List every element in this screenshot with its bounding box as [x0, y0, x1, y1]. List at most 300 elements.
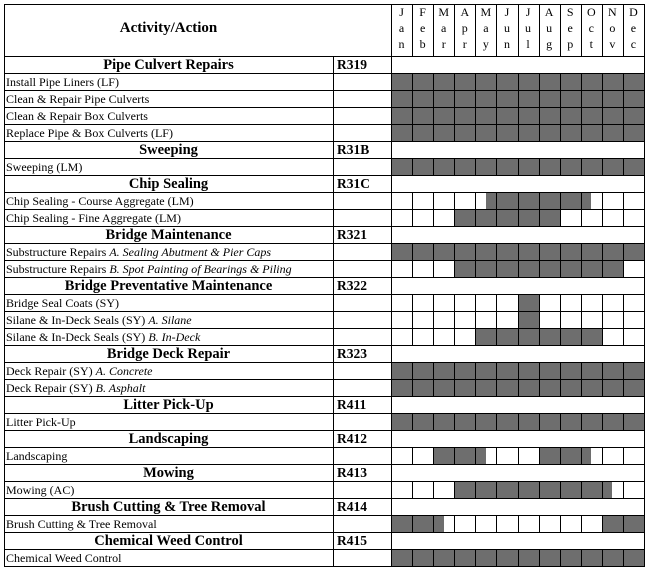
activity-label-text: Chip Sealing - Course Aggregate (LM): [6, 194, 194, 208]
section-code: R31B: [337, 142, 370, 157]
grid-line-v: [433, 243, 434, 260]
grid-line-v: [454, 90, 455, 107]
month-header-letter: p: [567, 37, 574, 51]
grid-line-v: [475, 73, 476, 90]
activity-row-label: [6, 381, 145, 396]
month-header-letter: g: [546, 37, 553, 51]
grid-line-v: [623, 260, 624, 277]
grid-line-v: [623, 379, 624, 396]
month-header-letter: p: [461, 21, 468, 35]
grid-line-v: [496, 107, 497, 124]
grid-line-v: [475, 124, 476, 141]
month-header-letter: N: [608, 5, 617, 19]
grid-line-v: [539, 515, 540, 532]
grid-line-v: [496, 243, 497, 260]
activity-label-subtext: A. Concrete: [95, 364, 153, 378]
grid-line-v: [581, 413, 582, 430]
activity-label-text: Chemical Weed Control: [6, 551, 122, 565]
activity-row-label: [6, 245, 271, 260]
grid-line-v: [539, 158, 540, 175]
grid-line-v: [560, 311, 561, 328]
grid-line-v: [560, 192, 561, 209]
grid-line-v: [475, 260, 476, 277]
month-header-letter: a: [398, 21, 405, 35]
grid-line-v: [496, 209, 497, 226]
grid-line-v: [475, 328, 476, 345]
grid-line-v: [602, 192, 603, 209]
grid-line-v: [560, 549, 561, 566]
activity-label-text: Clean & Repair Box Culverts: [6, 109, 148, 123]
grid-line-v: [560, 124, 561, 141]
grid-line-v: [475, 90, 476, 107]
section-title: Sweeping: [139, 142, 198, 158]
grid-line-v: [539, 362, 540, 379]
grid-line-v: [496, 192, 497, 209]
grid-line-v: [475, 294, 476, 311]
grid-line-v: [581, 209, 582, 226]
section-code: R414: [337, 499, 367, 514]
grid-line-v: [433, 73, 434, 90]
activity-label-text: Silane & In-Deck Seals (SY): [6, 330, 149, 344]
month-header-letter: J: [525, 5, 531, 19]
grid-line-v: [412, 447, 413, 464]
grid-line-v: [602, 379, 603, 396]
grid-line-v: [560, 90, 561, 107]
grid-line-v: [496, 124, 497, 141]
activity-label-text: Sweeping (LM): [6, 160, 83, 174]
grid-line-v: [602, 158, 603, 175]
activity-row-label: [6, 160, 82, 175]
month-header-letter: S: [566, 5, 574, 19]
grid-line-v: [560, 107, 561, 124]
grid-line-v: [518, 107, 519, 124]
grid-line-v: [560, 413, 561, 430]
grid-line-v: [518, 294, 519, 311]
grid-line-v: [581, 107, 582, 124]
grid-line-v: [475, 413, 476, 430]
grid-line-v: [539, 294, 540, 311]
grid-line-v: [581, 362, 582, 379]
month-header-letter: J: [504, 5, 510, 19]
month-header-letter: r: [462, 37, 467, 51]
grid-line-h: [4, 90, 645, 91]
grid-line-v: [518, 260, 519, 277]
grid-line-v: [623, 73, 624, 90]
grid-line-v: [581, 158, 582, 175]
grid-line-v: [518, 362, 519, 379]
grid-line-v: [454, 209, 455, 226]
grid-line-v: [454, 260, 455, 277]
activity-label-text: Clean & Repair Pipe Culverts: [6, 92, 150, 106]
grid-line-v: [623, 447, 624, 464]
grid-line-v: [475, 379, 476, 396]
activity-label-text: Litter Pick-Up: [6, 415, 76, 429]
grid-line-v: [454, 481, 455, 498]
grid-line-h: [4, 141, 645, 142]
section-code: R412: [337, 431, 367, 446]
grid-line-h: [4, 192, 645, 193]
activity-label-text: Deck Repair (SY): [6, 381, 96, 395]
grid-line-v: [560, 158, 561, 175]
activity-row-label: [6, 551, 121, 566]
grid-line-v: [581, 73, 582, 90]
section-code: R323: [337, 346, 367, 361]
activity-label-text: Bridge Seal Coats (SY): [6, 296, 119, 310]
grid-line-v: [560, 362, 561, 379]
grid-line-v: [496, 311, 497, 328]
grid-line-h: [4, 447, 645, 448]
grid-line-v: [518, 243, 519, 260]
section-code: R413: [337, 465, 367, 480]
grid-line-v: [412, 294, 413, 311]
grid-line-v: [623, 481, 624, 498]
grid-line-v: [496, 90, 497, 107]
grid-line-v: [581, 260, 582, 277]
section-title: Mowing: [143, 465, 194, 481]
grid-line-v: [602, 73, 603, 90]
activity-label-text: Substructure Repairs: [6, 245, 110, 259]
grid-line-v: [581, 379, 582, 396]
grid-line-v: [454, 73, 455, 90]
grid-line-v: [539, 90, 540, 107]
section-code: R319: [337, 57, 367, 72]
grid-line-v: [623, 4, 624, 56]
grid-line-v: [560, 515, 561, 532]
grid-line-v: [412, 515, 413, 532]
schedule-bar: [539, 448, 592, 464]
grid-line-v: [433, 260, 434, 277]
grid-line-v: [475, 107, 476, 124]
activity-label-text: Brush Cutting & Tree Removal: [6, 517, 157, 531]
activity-row-label: [6, 517, 157, 532]
grid-line-v: [602, 4, 603, 56]
section-title: Chip Sealing: [128, 176, 209, 192]
grid-line-v: [539, 328, 540, 345]
activity-row-label: [6, 449, 67, 464]
grid-line-v: [454, 549, 455, 566]
grid-line-v: [581, 328, 582, 345]
section-title: Bridge Maintenance: [105, 227, 232, 243]
grid-line-v: [412, 311, 413, 328]
grid-line-v: [454, 328, 455, 345]
grid-line-v: [496, 260, 497, 277]
grid-line-v: [581, 124, 582, 141]
grid-line-v: [602, 90, 603, 107]
grid-line-v: [496, 413, 497, 430]
grid-line-h: [4, 73, 645, 74]
grid-line-v: [539, 413, 540, 430]
grid-line-v: [412, 549, 413, 566]
grid-line-v: [475, 192, 476, 209]
grid-line-v: [496, 379, 497, 396]
month-header-letter: n: [398, 37, 405, 51]
grid-line-v: [518, 481, 519, 498]
grid-line-v: [454, 192, 455, 209]
grid-line-v: [412, 413, 413, 430]
month-header-letter: u: [525, 21, 532, 35]
grid-line-v: [602, 549, 603, 566]
grid-line-v: [433, 158, 434, 175]
month-header-letter: J: [399, 5, 404, 19]
month-header-letter: M: [480, 5, 492, 19]
grid-line-v: [623, 243, 624, 260]
activity-label-subtext: A. Sealing Abutment & Pier Caps: [109, 245, 272, 259]
grid-line-v: [433, 311, 434, 328]
grid-line-v: [496, 515, 497, 532]
grid-line-v: [518, 158, 519, 175]
section-code: R415: [337, 533, 367, 548]
month-header-letter: A: [544, 5, 554, 19]
grid-line-h: [4, 294, 645, 295]
month-header-letter: u: [503, 21, 510, 35]
grid-line-v: [560, 260, 561, 277]
grid-line-v: [560, 447, 561, 464]
grid-line-v: [433, 294, 434, 311]
grid-line-h: [4, 362, 645, 363]
grid-line-v: [623, 192, 624, 209]
activity-row-label: [6, 75, 119, 90]
section-title: Litter Pick-Up: [123, 397, 214, 413]
grid-line-v: [391, 4, 392, 567]
grid-line-v: [433, 515, 434, 532]
grid-line-v: [581, 90, 582, 107]
grid-line-h: [4, 464, 645, 465]
grid-line-v: [581, 481, 582, 498]
grid-line-v: [539, 311, 540, 328]
month-header-letter: n: [503, 37, 510, 51]
activity-label-text: Silane & In-Deck Seals (SY): [6, 313, 149, 327]
grid-line-v: [433, 379, 434, 396]
grid-line-v: [581, 311, 582, 328]
grid-line-v: [581, 294, 582, 311]
grid-line-v: [602, 124, 603, 141]
grid-line-v: [496, 481, 497, 498]
activity-row-label: [6, 194, 194, 209]
grid-line-v: [433, 90, 434, 107]
grid-line-v: [602, 413, 603, 430]
activity-row-label: [6, 109, 148, 124]
month-header-letter: M: [438, 5, 450, 19]
grid-line-v: [602, 447, 603, 464]
month-header-letter: c: [630, 37, 637, 51]
grid-line-v: [433, 192, 434, 209]
grid-line-v: [644, 4, 645, 567]
grid-line-v: [454, 124, 455, 141]
grid-line-h: [4, 379, 645, 380]
grid-line-v: [602, 209, 603, 226]
month-header-letter: e: [630, 21, 637, 35]
activity-row-label: [6, 330, 200, 345]
grid-line-h: [4, 4, 645, 5]
activity-label-subtext: B. In-Deck: [148, 330, 201, 344]
grid-line-h: [4, 345, 645, 346]
grid-line-h: [4, 566, 645, 567]
grid-line-v: [518, 73, 519, 90]
activity-row-label: [6, 262, 292, 277]
activity-row-label: [6, 415, 76, 430]
grid-line-v: [475, 4, 476, 56]
activity-label-text: Mowing (AC): [6, 483, 75, 497]
grid-line-v: [496, 447, 497, 464]
grid-line-v: [518, 4, 519, 56]
section-code: R322: [337, 278, 367, 293]
section-title: Bridge Deck Repair: [106, 346, 231, 362]
grid-line-v: [518, 90, 519, 107]
grid-line-v: [475, 311, 476, 328]
grid-line-v: [560, 481, 561, 498]
grid-line-h: [4, 209, 645, 210]
grid-line-v: [623, 158, 624, 175]
grid-line-v: [433, 362, 434, 379]
grid-line-v: [412, 362, 413, 379]
grid-line-v: [433, 413, 434, 430]
grid-line-v: [581, 515, 582, 532]
activity-label-subtext: A. Silane: [148, 313, 192, 327]
month-header-letter: c: [588, 21, 594, 35]
grid-line-v: [518, 515, 519, 532]
schedule-bar: [391, 516, 444, 532]
activity-label-subtext: B. Spot Painting of Bearings & Piling: [109, 262, 292, 276]
grid-line-v: [581, 447, 582, 464]
grid-line-v: [454, 413, 455, 430]
grid-line-v: [412, 328, 413, 345]
grid-line-v: [454, 379, 455, 396]
grid-line-v: [4, 4, 5, 567]
grid-line-h: [4, 430, 645, 431]
grid-line-v: [475, 481, 476, 498]
grid-line-v: [560, 294, 561, 311]
grid-line-v: [623, 413, 624, 430]
grid-line-v: [454, 107, 455, 124]
month-header-letter: a: [483, 21, 489, 35]
activity-row-label: [6, 483, 74, 498]
grid-line-h: [4, 328, 645, 329]
grid-line-v: [602, 515, 603, 532]
grid-line-v: [539, 379, 540, 396]
activity-row-label: [6, 211, 181, 226]
grid-line-v: [602, 260, 603, 277]
grid-line-v: [602, 362, 603, 379]
section-title: Bridge Preventative Maintenance: [64, 278, 273, 294]
grid-line-v: [623, 90, 624, 107]
activity-label-text: Install Pipe Liners (LF): [6, 75, 119, 89]
activity-label-text: Substructure Repairs: [6, 262, 110, 276]
grid-line-v: [433, 549, 434, 566]
month-header-letter: O: [586, 5, 596, 19]
month-header-letter: A: [460, 5, 470, 19]
activity-label-text: Replace Pipe & Box Culverts (LF): [6, 126, 173, 140]
grid-line-v: [454, 515, 455, 532]
section-title: Chemical Weed Control: [94, 533, 243, 549]
section-code: R321: [337, 227, 367, 242]
grid-line-v: [623, 294, 624, 311]
grid-line-v: [581, 243, 582, 260]
month-header-letter: D: [629, 5, 638, 19]
grid-line-h: [4, 226, 645, 227]
grid-line-v: [602, 311, 603, 328]
grid-line-v: [539, 243, 540, 260]
grid-line-v: [602, 243, 603, 260]
grid-line-v: [539, 73, 540, 90]
grid-line-v: [518, 124, 519, 141]
grid-line-v: [496, 549, 497, 566]
grid-line-v: [454, 4, 455, 56]
grid-line-v: [412, 481, 413, 498]
grid-line-v: [518, 209, 519, 226]
grid-line-h: [4, 311, 645, 312]
grid-line-v: [475, 362, 476, 379]
activity-label-subtext: B. Asphalt: [95, 381, 146, 395]
grid-line-h: [4, 532, 645, 533]
grid-line-v: [560, 379, 561, 396]
grid-line-h: [4, 396, 645, 397]
grid-line-v: [475, 515, 476, 532]
grid-line-v: [454, 447, 455, 464]
grid-line-v: [475, 209, 476, 226]
grid-line-v: [623, 515, 624, 532]
grid-line-v: [412, 260, 413, 277]
grid-line-v: [433, 447, 434, 464]
grid-line-v: [623, 362, 624, 379]
grid-line-h: [4, 158, 645, 159]
grid-line-v: [539, 209, 540, 226]
month-header-letter: r: [441, 37, 446, 51]
grid-line-v: [560, 328, 561, 345]
activity-row-label: [6, 296, 119, 311]
grid-line-v: [518, 549, 519, 566]
activity-row-label: [6, 313, 192, 328]
grid-line-h: [4, 56, 645, 57]
grid-line-v: [518, 447, 519, 464]
grid-line-v: [412, 124, 413, 141]
grid-line-v: [581, 549, 582, 566]
grid-line-v: [602, 328, 603, 345]
grid-line-v: [412, 4, 413, 56]
grid-line-h: [4, 481, 645, 482]
grid-line-v: [539, 4, 540, 56]
grid-line-v: [539, 549, 540, 566]
grid-line-v: [623, 107, 624, 124]
grid-line-v: [433, 4, 434, 56]
grid-line-v: [412, 73, 413, 90]
grid-line-v: [433, 209, 434, 226]
activity-label-text: Deck Repair (SY): [6, 364, 96, 378]
grid-line-v: [475, 549, 476, 566]
grid-line-v: [454, 362, 455, 379]
grid-line-h: [4, 243, 645, 244]
grid-line-v: [518, 311, 519, 328]
grid-line-v: [518, 413, 519, 430]
month-header-letter: e: [419, 21, 426, 35]
grid-line-v: [518, 328, 519, 345]
grid-line-v: [454, 311, 455, 328]
section-code: R411: [337, 397, 367, 412]
grid-line-v: [433, 124, 434, 141]
grid-line-v: [602, 107, 603, 124]
grid-line-h: [4, 277, 645, 278]
month-header-letter: a: [441, 21, 447, 35]
grid-line-v: [581, 192, 582, 209]
grid-line-v: [333, 56, 334, 567]
grid-line-v: [560, 243, 561, 260]
grid-line-v: [496, 294, 497, 311]
month-header-letter: b: [419, 37, 426, 51]
grid-line-v: [560, 209, 561, 226]
schedule-bar: [433, 448, 486, 464]
grid-line-v: [454, 294, 455, 311]
grid-line-v: [602, 294, 603, 311]
grid-line-v: [518, 192, 519, 209]
